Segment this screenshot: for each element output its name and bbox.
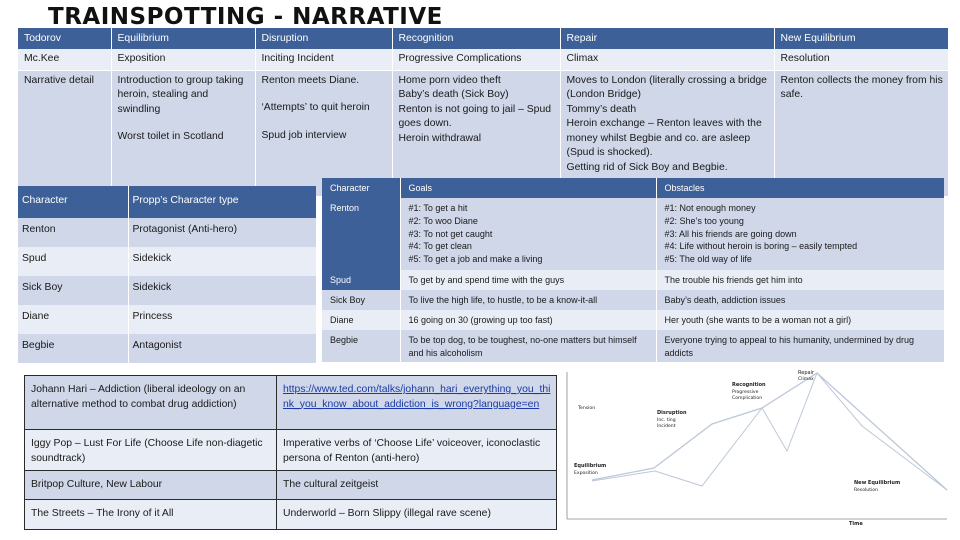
obstacle-cell: The trouble his friends get him into xyxy=(656,270,944,290)
table-row xyxy=(25,500,557,530)
new-equilibrium-detail-cell: Renton collects the money from his safe. xyxy=(774,70,948,196)
obstacle-line: #2: She’s too young xyxy=(664,215,744,226)
obstacle-cell: Baby’s death, addiction issues xyxy=(656,290,944,310)
table-row xyxy=(25,471,557,500)
mckee-cell: Progressive Complications xyxy=(392,49,560,70)
todorov-header-cell: Recognition xyxy=(392,28,560,49)
character-name: Diane xyxy=(18,305,128,334)
table-row xyxy=(322,270,944,290)
goals-header-cell: Character xyxy=(322,178,400,198)
todorov-header-cell: Todorov xyxy=(18,28,111,49)
time-axis-label: Time xyxy=(849,521,863,527)
source-left: The Streets – The Irony of it All xyxy=(25,500,277,530)
mckee-row xyxy=(18,49,948,70)
detail-line: ‘Attempts’ to quit heroin xyxy=(261,102,370,113)
todorov-header-cell: Equilibrium xyxy=(111,28,255,49)
context-sources-table xyxy=(24,375,557,530)
page-title: TRAINSPOTTING - NARRATIVE xyxy=(48,4,443,30)
mckee-cell: Mc.Kee xyxy=(18,49,111,70)
goal-character: Renton xyxy=(322,198,400,270)
goals-header-row xyxy=(322,178,944,198)
source-right xyxy=(277,376,557,430)
goal-cell: To live the high life, to hustle, to be a know-it-all xyxy=(400,290,656,310)
character-type: Sidekick xyxy=(128,247,316,276)
detail-line: Baby’s death (Sick Boy) xyxy=(398,89,509,100)
table-row xyxy=(18,305,316,334)
detail-line: Getting rid of Sick Boy and Begbie. xyxy=(566,161,728,173)
goal-line: #2: To woo Diane xyxy=(408,215,478,226)
todorov-header-cell: Repair xyxy=(560,28,774,49)
goal-character: Sick Boy xyxy=(322,290,400,310)
narrative-arc-diagram xyxy=(562,366,952,532)
table-row xyxy=(18,276,316,305)
table-row xyxy=(18,247,316,276)
propp-header-cell: Character xyxy=(18,186,128,218)
source-right: The cultural zeitgeist xyxy=(277,471,557,500)
source-right: Imperative verbs of ‘Choose Life’ voiceover, iconoclastic persona of Renton (anti-hero) xyxy=(277,430,557,471)
goals-obstacles-table xyxy=(322,178,944,362)
todorov-header-cell: Disruption xyxy=(255,28,392,49)
mckee-cell: Inciting Incident xyxy=(255,49,392,70)
goals-header-cell: Obstacles xyxy=(656,178,944,198)
goal-line: #5: To get a job and make a living xyxy=(408,254,543,265)
goal-character: Diane xyxy=(322,310,400,330)
detail-line: Worst toilet in Scotland xyxy=(117,131,224,142)
obstacle-line: #5: The old way of life xyxy=(664,254,752,265)
equilibrium-detail-cell xyxy=(111,70,255,196)
detail-line: Heroin exchange – Renton leaves with the money whilst Begbie and co. are asleep (Spud is shocked). xyxy=(566,118,762,158)
inciting-label: Inc. ting xyxy=(657,418,676,423)
mckee-cell: Resolution xyxy=(774,49,948,70)
detail-line: Home porn video theft xyxy=(398,74,501,86)
climax-label: Climax xyxy=(798,377,814,382)
new-equilibrium-label: New Equilibrium xyxy=(854,480,901,486)
repair-label: Repair xyxy=(798,370,815,376)
propp-header-row xyxy=(18,186,316,218)
table-row xyxy=(25,376,557,430)
goal-line: #1: To get a hit xyxy=(408,203,468,213)
obstacle-cell: Her youth (she wants to be a woman not a girl) xyxy=(656,310,944,330)
character-type: Sidekick xyxy=(128,276,316,305)
resolution-label: Resolution xyxy=(854,488,879,493)
tension-label: Tension xyxy=(578,406,596,411)
character-type: Princess xyxy=(128,305,316,334)
obstacle-line: #1: Not enough money xyxy=(664,203,756,213)
todorov-header-cell: New Equilibrium xyxy=(774,28,948,49)
goals-header-cell: Goals xyxy=(400,178,656,198)
detail-line: Heroin withdrawal xyxy=(398,132,482,144)
goal-cell xyxy=(400,198,656,270)
goal-character: Begbie xyxy=(322,330,400,362)
table-row xyxy=(25,430,557,471)
narrative-detail-label: Narrative detail xyxy=(18,70,111,196)
source-left: Johann Hari – Addiction (liberal ideology on an alternative method to combat drug addiction) xyxy=(25,376,277,430)
table-row xyxy=(322,310,944,330)
equilibrium-label: Equilibrium xyxy=(574,463,607,469)
mckee-cell: Exposition xyxy=(111,49,255,70)
goal-line: #3: To not get caught xyxy=(408,228,493,239)
recognition-label: Recognition xyxy=(732,382,766,388)
detail-line: Moves to London (literally crossing a bridge (London Bridge) xyxy=(566,74,767,100)
source-left: Iggy Pop – Lust For Life (Choose Life non-diagetic soundtrack) xyxy=(25,430,277,471)
obstacle-cell: Everyone trying to appeal to his humanity, undermined by drug addicts xyxy=(656,330,944,362)
progressive-label: Progressive xyxy=(732,390,759,395)
character-name: Begbie xyxy=(18,334,128,363)
detail-line: Spud job interview xyxy=(261,129,347,141)
source-right: Underworld – Born Slippy (illegal rave scene) xyxy=(277,500,557,530)
character-type: Antagonist xyxy=(128,334,316,363)
goal-cell: To be top dog, to be toughest, no-one matters but himself and his alcoholism xyxy=(400,330,656,362)
propp-character-table xyxy=(18,186,316,363)
table-row xyxy=(322,290,944,310)
propp-header-cell: Propp’s Character type xyxy=(128,186,316,218)
table-row xyxy=(18,218,316,247)
goal-line: #4: To get clean xyxy=(408,241,472,252)
table-row xyxy=(18,334,316,363)
todorov-header-row xyxy=(18,28,948,49)
incident-label: Incident xyxy=(657,424,676,429)
mckee-cell: Climax xyxy=(560,49,774,70)
disruption-label: Disruption xyxy=(657,410,687,416)
obstacle-line: #3: All his friends are going down xyxy=(664,228,797,239)
detail-line: Introduction to group taking heroin, stealing and swindling xyxy=(117,74,244,115)
table-row xyxy=(322,330,944,362)
character-name: Renton xyxy=(18,218,128,247)
goal-cell: 16 going on 30 (growing up too fast) xyxy=(400,310,656,330)
detail-line: Renton meets Diane. xyxy=(261,74,360,86)
character-name: Spud xyxy=(18,247,128,276)
ted-talk-link[interactable]: https://www.ted.com/talks/johann_hari_everything_you_think_you_know_about_addiction_is_wrong?language=en xyxy=(283,384,551,410)
detail-line: Renton is not going to jail – Spud goes down. xyxy=(398,103,552,129)
goal-cell: To get by and spend time with the guys xyxy=(400,270,656,290)
obstacle-line: #4: Life without heroin is boring – easily tempted xyxy=(664,241,858,252)
character-type: Protagonist (Anti-hero) xyxy=(128,218,316,247)
goal-character: Spud xyxy=(322,270,400,290)
detail-line: Tommy’s death xyxy=(566,103,637,115)
todorov-table xyxy=(18,28,948,196)
obstacle-cell xyxy=(656,198,944,270)
table-row xyxy=(322,198,944,270)
complication-label: Complication xyxy=(732,396,763,401)
exposition-label: Exposition xyxy=(574,471,598,476)
character-name: Sick Boy xyxy=(18,276,128,305)
source-left: Britpop Culture, New Labour xyxy=(25,471,277,500)
